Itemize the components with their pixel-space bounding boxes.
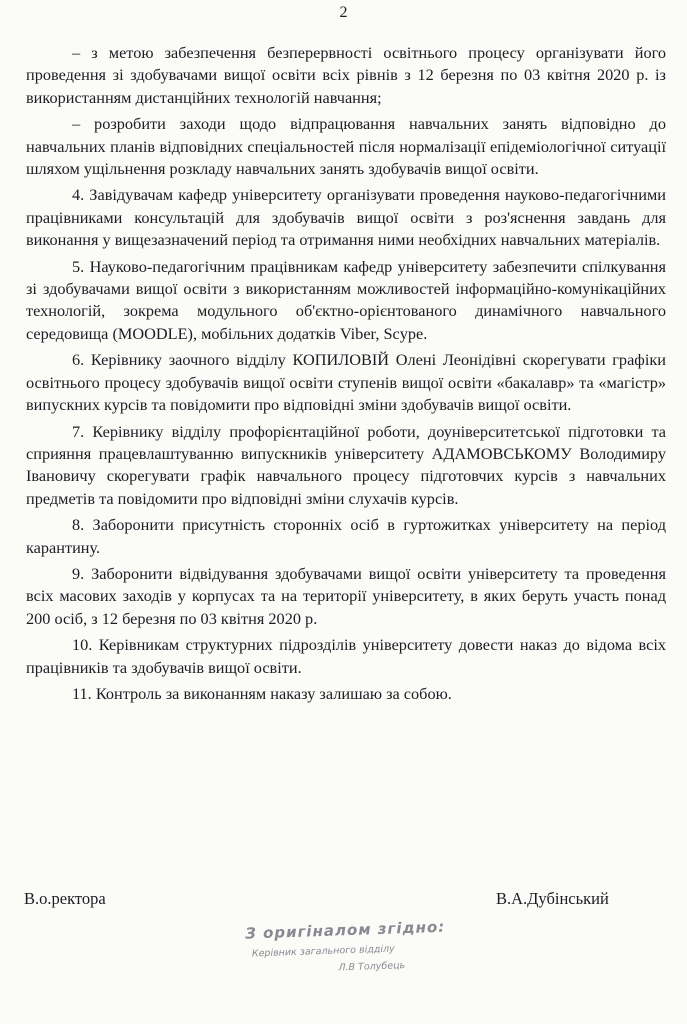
paragraph-item-6: 6. Керівнику заочного відділу КОПИЛОВІЙ Олені Леонідівні скорегувати графіки освітнього процесу здобувачів вищої освіти ступенів вищої освіти «бакалавр» та «магістр» випускних курсів та повідомити про відповідні зміни здобувачів вищої освіти. xyxy=(26,350,666,415)
signatory-name: В.А.Дубінський xyxy=(496,889,609,908)
paragraph-item-4: 4. Завідувачам кафедр університету організувати проведення науково-педагогічними працівниками консультацій для здобувачів вищої освіти з роз'яснення завдань для виконання у вищезазначений період та отримання ними необхідних навчальних матеріалів. xyxy=(26,185,666,250)
document-body xyxy=(26,42,666,709)
stamp-line-3: Л.В Толубець xyxy=(338,960,406,974)
stamp-line-1: З оригіналом згідно: xyxy=(244,917,446,943)
paragraph-item-11: 11. Контроль за виконанням наказу залишаю за собою. xyxy=(72,683,452,703)
paragraph-item-8: 8. Заборонити присутність сторонніх осіб в гуртожитках університету на період карантину. xyxy=(26,515,666,557)
certification-stamp xyxy=(245,917,457,994)
paragraph-makeup-classes: – розробити заходи щодо відпрацювання навчальних занять відповідно до навчальних планів відповідних спеціальностей після нормалізації епідеміологічної ситуації шляхом ущільнення розкладу навчальних занять здобувачів вищої освіти. xyxy=(26,114,666,179)
paragraph-item-10: 10. Керівникам структурних підрозділів університету довести наказ до відома всіх працівників та здобувачів вищої освіти. xyxy=(26,635,666,677)
paragraph-item-9: 9. Заборонити відвідування здобувачами вищої освіти університету та проведення всіх масових заходів у корпусах та на території університету, в яких беруть участь понад 200 осіб, з 12 березня по 03 квітня 2020 р. xyxy=(26,563,666,628)
paragraph-item-7: 7. Керівнику відділу профорієнтаційної роботи, доуніверситетської підготовки та сприяння працевлаштуванню випускників університету АДАМОВСЬКОМУ Володимиру Івановичу скорегувати графік навчального процесу підготовчих курсів з навчальних предметів та повідомити про відповідні зміни слухачів курсів. xyxy=(26,421,666,508)
signatory-title: В.о.ректора xyxy=(24,889,106,908)
page-number: 2 xyxy=(339,4,348,21)
stamp-line-2: Керівник загального відділу xyxy=(251,943,395,960)
paragraph-distance-learning: – з метою забезпечення безперервності освітнього процесу організувати його проведення зі здобувачами вищої освіти всіх рівнів з 12 березня по 03 квітня 2020 р. із використанням дистанційних технологій навчання; xyxy=(26,43,666,107)
paragraph-item-5: 5. Науково-педагогічним працівникам кафедр університету забезпечити спілкування зі здобувачами вищої освіти з використанням можливостей інформаційно-комунікаційних технологій, зокрема модульного об'єктно-орієнтованого динамічного навчального середовища (MOODLE), мобільних додатків Viber, Scype. xyxy=(26,256,666,343)
